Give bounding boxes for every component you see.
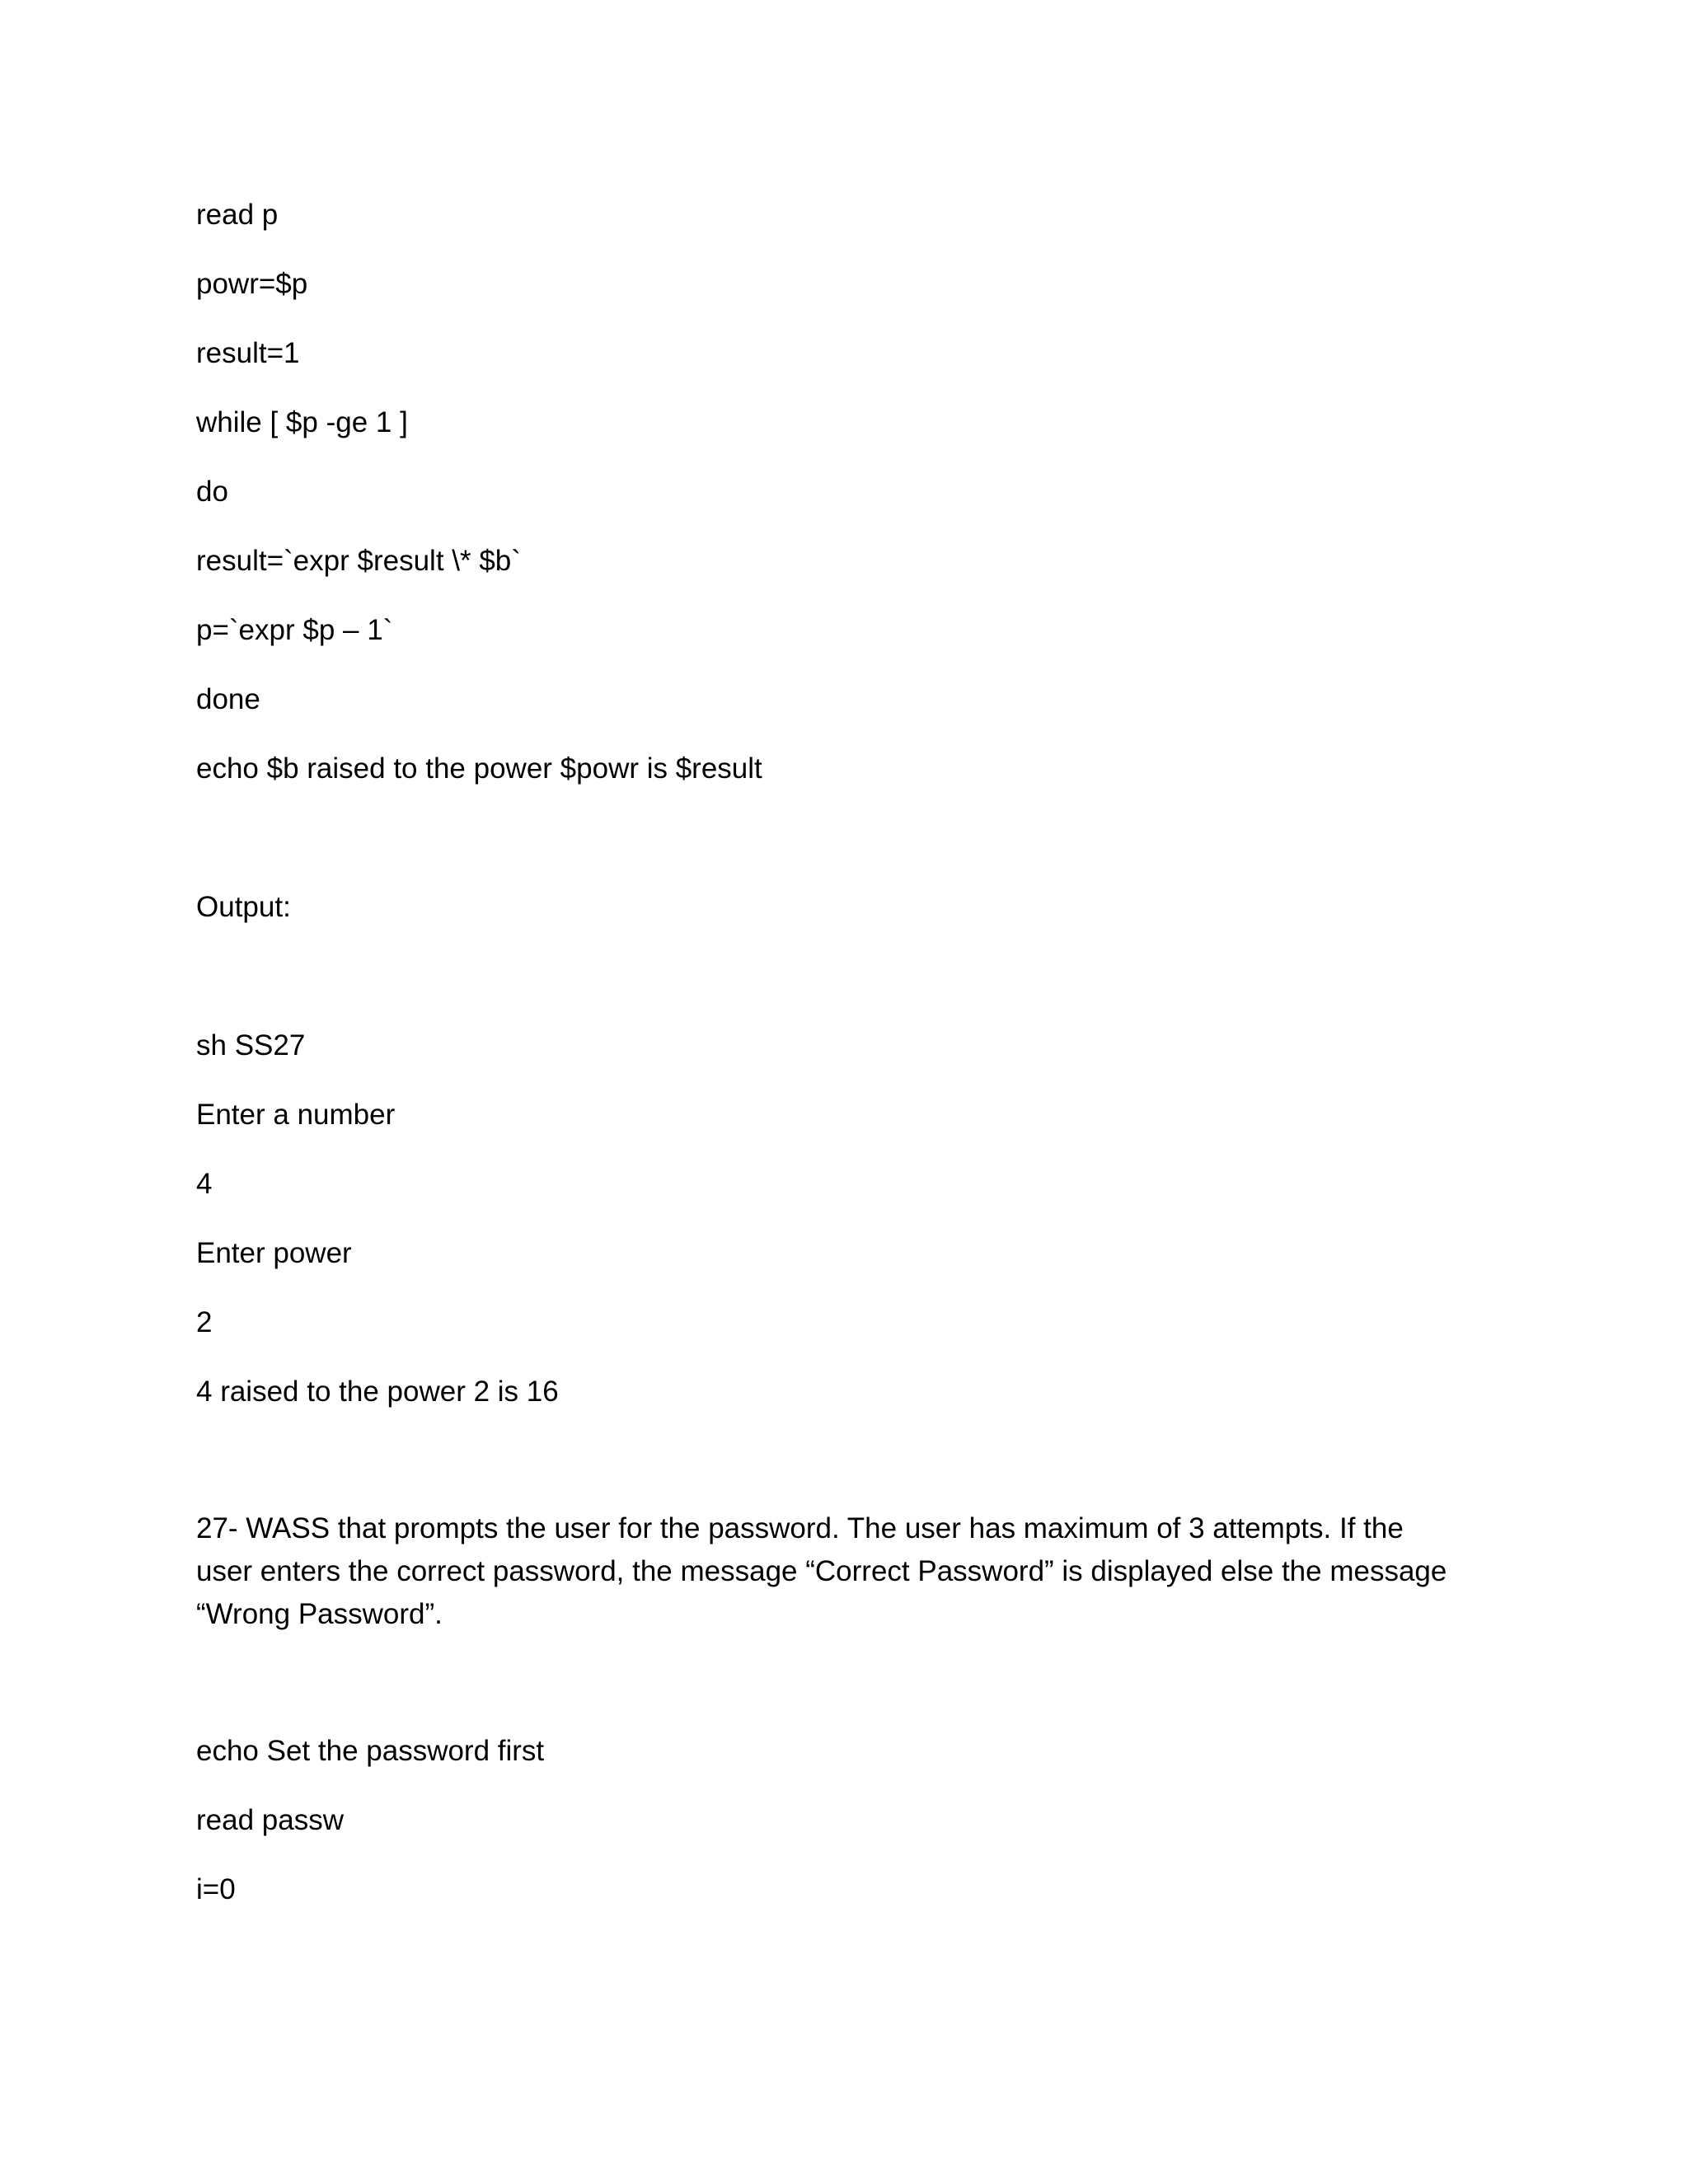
output-line: 4 raised to the power 2 is 16 (196, 1376, 559, 1408)
output-line: Enter power (196, 1237, 352, 1269)
code-line: done (196, 683, 260, 715)
output-line: Enter a number (196, 1099, 396, 1131)
code-line: result=`expr $result \* $b` (196, 545, 521, 577)
code-line: read p (196, 199, 279, 231)
output-line: 4 (196, 1168, 213, 1200)
code-line: result=1 (196, 337, 300, 369)
code-line: powr=$p (196, 268, 308, 300)
code-line: echo Set the password first (196, 1735, 545, 1767)
code-line: read passw (196, 1804, 344, 1836)
output-line: 2 (196, 1306, 213, 1338)
code-line: p=`expr $p – 1` (196, 614, 393, 646)
output-heading: Output: (196, 891, 291, 923)
code-line: do (196, 476, 228, 508)
output-line: sh SS27 (196, 1029, 306, 1062)
code-line: i=0 (196, 1873, 236, 1905)
code-line: while [ $p -ge 1 ] (196, 406, 408, 438)
question-27-paragraph: 27- WASS that prompts the user for the password. The user has maximum of 3 attempts. If the user enters the correct password, the message “Correct Password” is displayed else the message “Wrong Password”. (196, 1512, 1447, 1630)
code-line: echo $b raised to the power $powr is $result (196, 752, 762, 785)
